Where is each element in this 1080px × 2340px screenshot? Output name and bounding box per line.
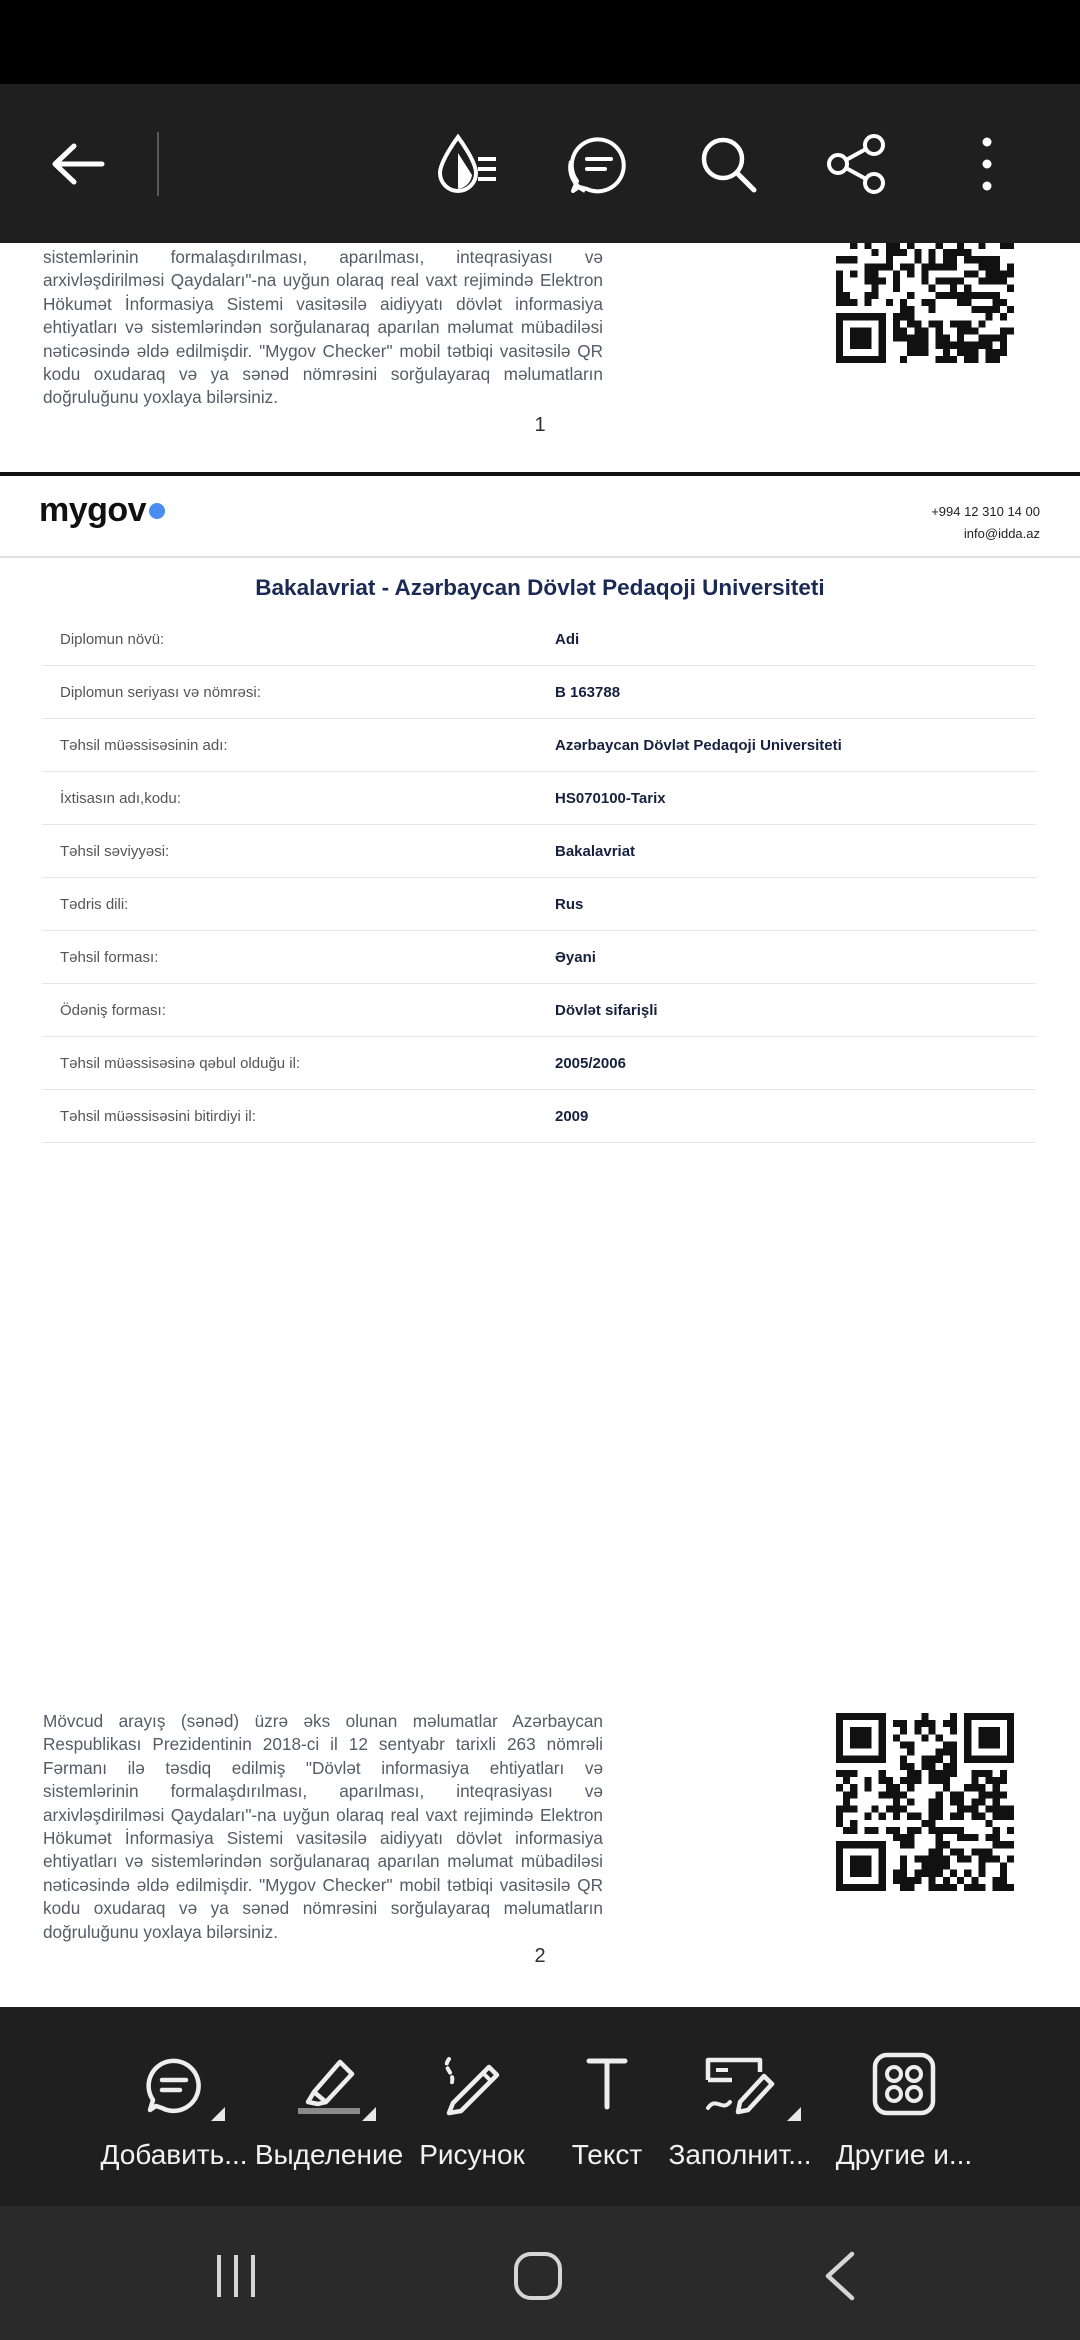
table-row: [42, 1037, 1036, 1090]
text-line: Hökumət İnformasiya Sistemi vasitəsilə aidiyyatı dövlət informasiya: [43, 293, 603, 314]
page-separator: [0, 472, 1080, 476]
row-value: 2005/2006: [555, 1054, 626, 1072]
share-icon[interactable]: [817, 124, 897, 204]
logo-dot: [149, 503, 165, 519]
text-line: arxivləşdirilməsi Qaydaları"-na uyğun olaraq real vaxt rejimində Elektron: [43, 270, 603, 291]
mygov-logo: [39, 491, 165, 530]
tool-label: Текст: [571, 2139, 643, 2170]
text-line: ehtiyatları və sistemlərindən sorğulanaraq aparılan məlumat mübadiləsi: [43, 1851, 603, 1872]
more-tools-icon: [829, 2047, 979, 2121]
row-value: HS070100-Tarix: [555, 789, 666, 807]
fill-sign-icon: [665, 2047, 815, 2121]
text-line: ehtiyatları və sistemlərindən sorğulanaraq aparılan məlumat mübadiləsi: [43, 317, 603, 338]
page-number: 2: [534, 1945, 546, 1967]
recent-apps-icon[interactable]: [196, 2236, 276, 2316]
tool-label: Рисунок: [419, 2139, 525, 2170]
diploma-info-table: [42, 613, 1036, 1143]
dropdown-corner-icon: [787, 2107, 801, 2121]
row-value: Rus: [555, 895, 584, 913]
table-row: [42, 984, 1036, 1037]
table-row: [42, 772, 1036, 825]
highlight-icon: [254, 2047, 404, 2121]
home-icon[interactable]: [498, 2236, 578, 2316]
row-value: Adi: [555, 630, 580, 648]
text-line: kodu oxudaraq və ya sənəd nömrəsini sorğulayaraq məlumatların: [43, 1898, 603, 1919]
row-value: Dövlət sifarişli: [555, 1001, 658, 1019]
text-line: doğruluğunu yoxlaya bilərsiniz.: [43, 1921, 279, 1942]
page2-footer-text: [43, 1710, 603, 1944]
row-label: Təhsil səviyyəsi:: [60, 842, 170, 860]
toolbar-divider: [157, 132, 159, 196]
contact-phone: +994 12 310 14 00: [931, 504, 1040, 519]
document-title: Bakalavriat - Azərbaycan Dövlət Pedaqoji Universiteti: [255, 575, 825, 600]
text-line: Fərmanı ilə təsdiq edilmiş "Dövlət informasiya ehtiyatları və: [43, 1757, 603, 1778]
more-tools-button[interactable]: [829, 2047, 979, 2171]
text-line: nəticəsində əldə edilmişdir. "Mygov Checker" mobil tətbiqi vasitəsilə QR: [43, 340, 603, 361]
contact-email: info@idda.az: [963, 526, 1040, 541]
row-label: Tədris dili:: [60, 895, 129, 913]
dropdown-corner-icon: [362, 2107, 376, 2121]
pencil-icon: [397, 2047, 547, 2121]
back-arrow-icon[interactable]: [38, 124, 118, 204]
row-value: Bakalavriat: [555, 842, 636, 860]
comments-icon[interactable]: [558, 124, 638, 204]
qr-code-page1: [836, 243, 1014, 363]
logo-text: mygov: [39, 491, 147, 529]
text-line: Respublikası Prezidentinin 2018-ci il 12 sentyabr tarixli 263 nömrəli: [43, 1734, 603, 1755]
system-navigation-bar: [0, 2206, 1080, 2340]
tool-label: Выделение: [254, 2139, 404, 2170]
text-line: nəticəsində əldə edilmişdir. "Mygov Checker" mobil tətbiqi vasitəsilə QR: [43, 1874, 603, 1895]
text-line: sistemlərinin formalaşdırılması, aparılması, inteqrasiyası və: [43, 247, 603, 267]
table-row: [42, 719, 1036, 772]
row-label: Ödəniş forması:: [60, 1001, 166, 1019]
table-row: [42, 613, 1036, 666]
add-comment-icon: [99, 2047, 249, 2121]
dropdown-corner-icon: [211, 2107, 225, 2121]
qr-code-page2: [836, 1713, 1014, 1891]
tool-label: Заполнит...: [668, 2139, 812, 2170]
row-label: Təhsil müəssisəsinə qəbul olduğu il:: [60, 1054, 301, 1072]
text-button[interactable]: [532, 2047, 682, 2171]
more-options-icon[interactable]: [947, 124, 1027, 204]
page1-footer-text: [43, 246, 603, 410]
row-value: B 163788: [555, 683, 621, 701]
fill-sign-button[interactable]: [665, 2047, 815, 2171]
page-number: 1: [534, 414, 546, 436]
row-label: İxtisasın adı,kodu:: [60, 789, 181, 807]
tool-label: Добавить...: [100, 2139, 248, 2170]
table-row: [42, 1090, 1036, 1143]
text-line: arxivləşdirilməsi Qaydaları"-na uyğun olaraq real vaxt rejimində Elektron: [43, 1804, 603, 1825]
row-value: 2009: [555, 1107, 589, 1125]
add-comment-button[interactable]: [99, 2047, 249, 2171]
highlight-button[interactable]: [254, 2047, 404, 2171]
table-row: [42, 931, 1036, 984]
bottom-toolbar: [0, 2007, 1080, 2206]
row-label: Təhsil forması:: [60, 948, 159, 966]
table-row: [42, 666, 1036, 719]
tool-label: Другие и...: [835, 2139, 973, 2170]
top-toolbar: [0, 84, 1080, 243]
row-label: Təhsil müəssisəsinin adı:: [60, 736, 228, 754]
row-label: Diplomun seriyası və nömrəsi:: [60, 683, 261, 701]
header-divider: [0, 556, 1080, 558]
status-bar: [0, 0, 1080, 84]
text-line: Mövcud arayış (sənəd) üzrə əks olunan məlumatlar Azərbaycan: [43, 1711, 603, 1731]
search-icon[interactable]: [688, 124, 768, 204]
text-line: Hökumət İnformasiya Sistemi vasitəsilə aidiyyatı dövlət informasiya: [43, 1828, 603, 1849]
document-viewer[interactable]: [0, 243, 1080, 2007]
text-line: doğruluğunu yoxlaya bilərsiniz.: [43, 387, 279, 408]
reading-mode-icon[interactable]: [427, 124, 507, 204]
row-value: Azərbaycan Dövlət Pedaqoji Universiteti: [555, 736, 842, 754]
draw-button[interactable]: [397, 2047, 547, 2171]
text-line: sistemlərinin formalaşdırılması, aparılması, inteqrasiyası və: [43, 1781, 603, 1802]
row-label: Təhsil müəssisəsini bitirdiyi il:: [60, 1107, 256, 1125]
table-row: [42, 825, 1036, 878]
back-icon[interactable]: [800, 2236, 880, 2316]
row-label: Diplomun növü:: [60, 630, 165, 648]
text-line: kodu oxudaraq və ya sənəd nömrəsini sorğulayaraq məlumatların: [43, 364, 603, 385]
row-value: Əyani: [555, 948, 596, 966]
text-icon: [532, 2047, 682, 2121]
table-row: [42, 878, 1036, 931]
